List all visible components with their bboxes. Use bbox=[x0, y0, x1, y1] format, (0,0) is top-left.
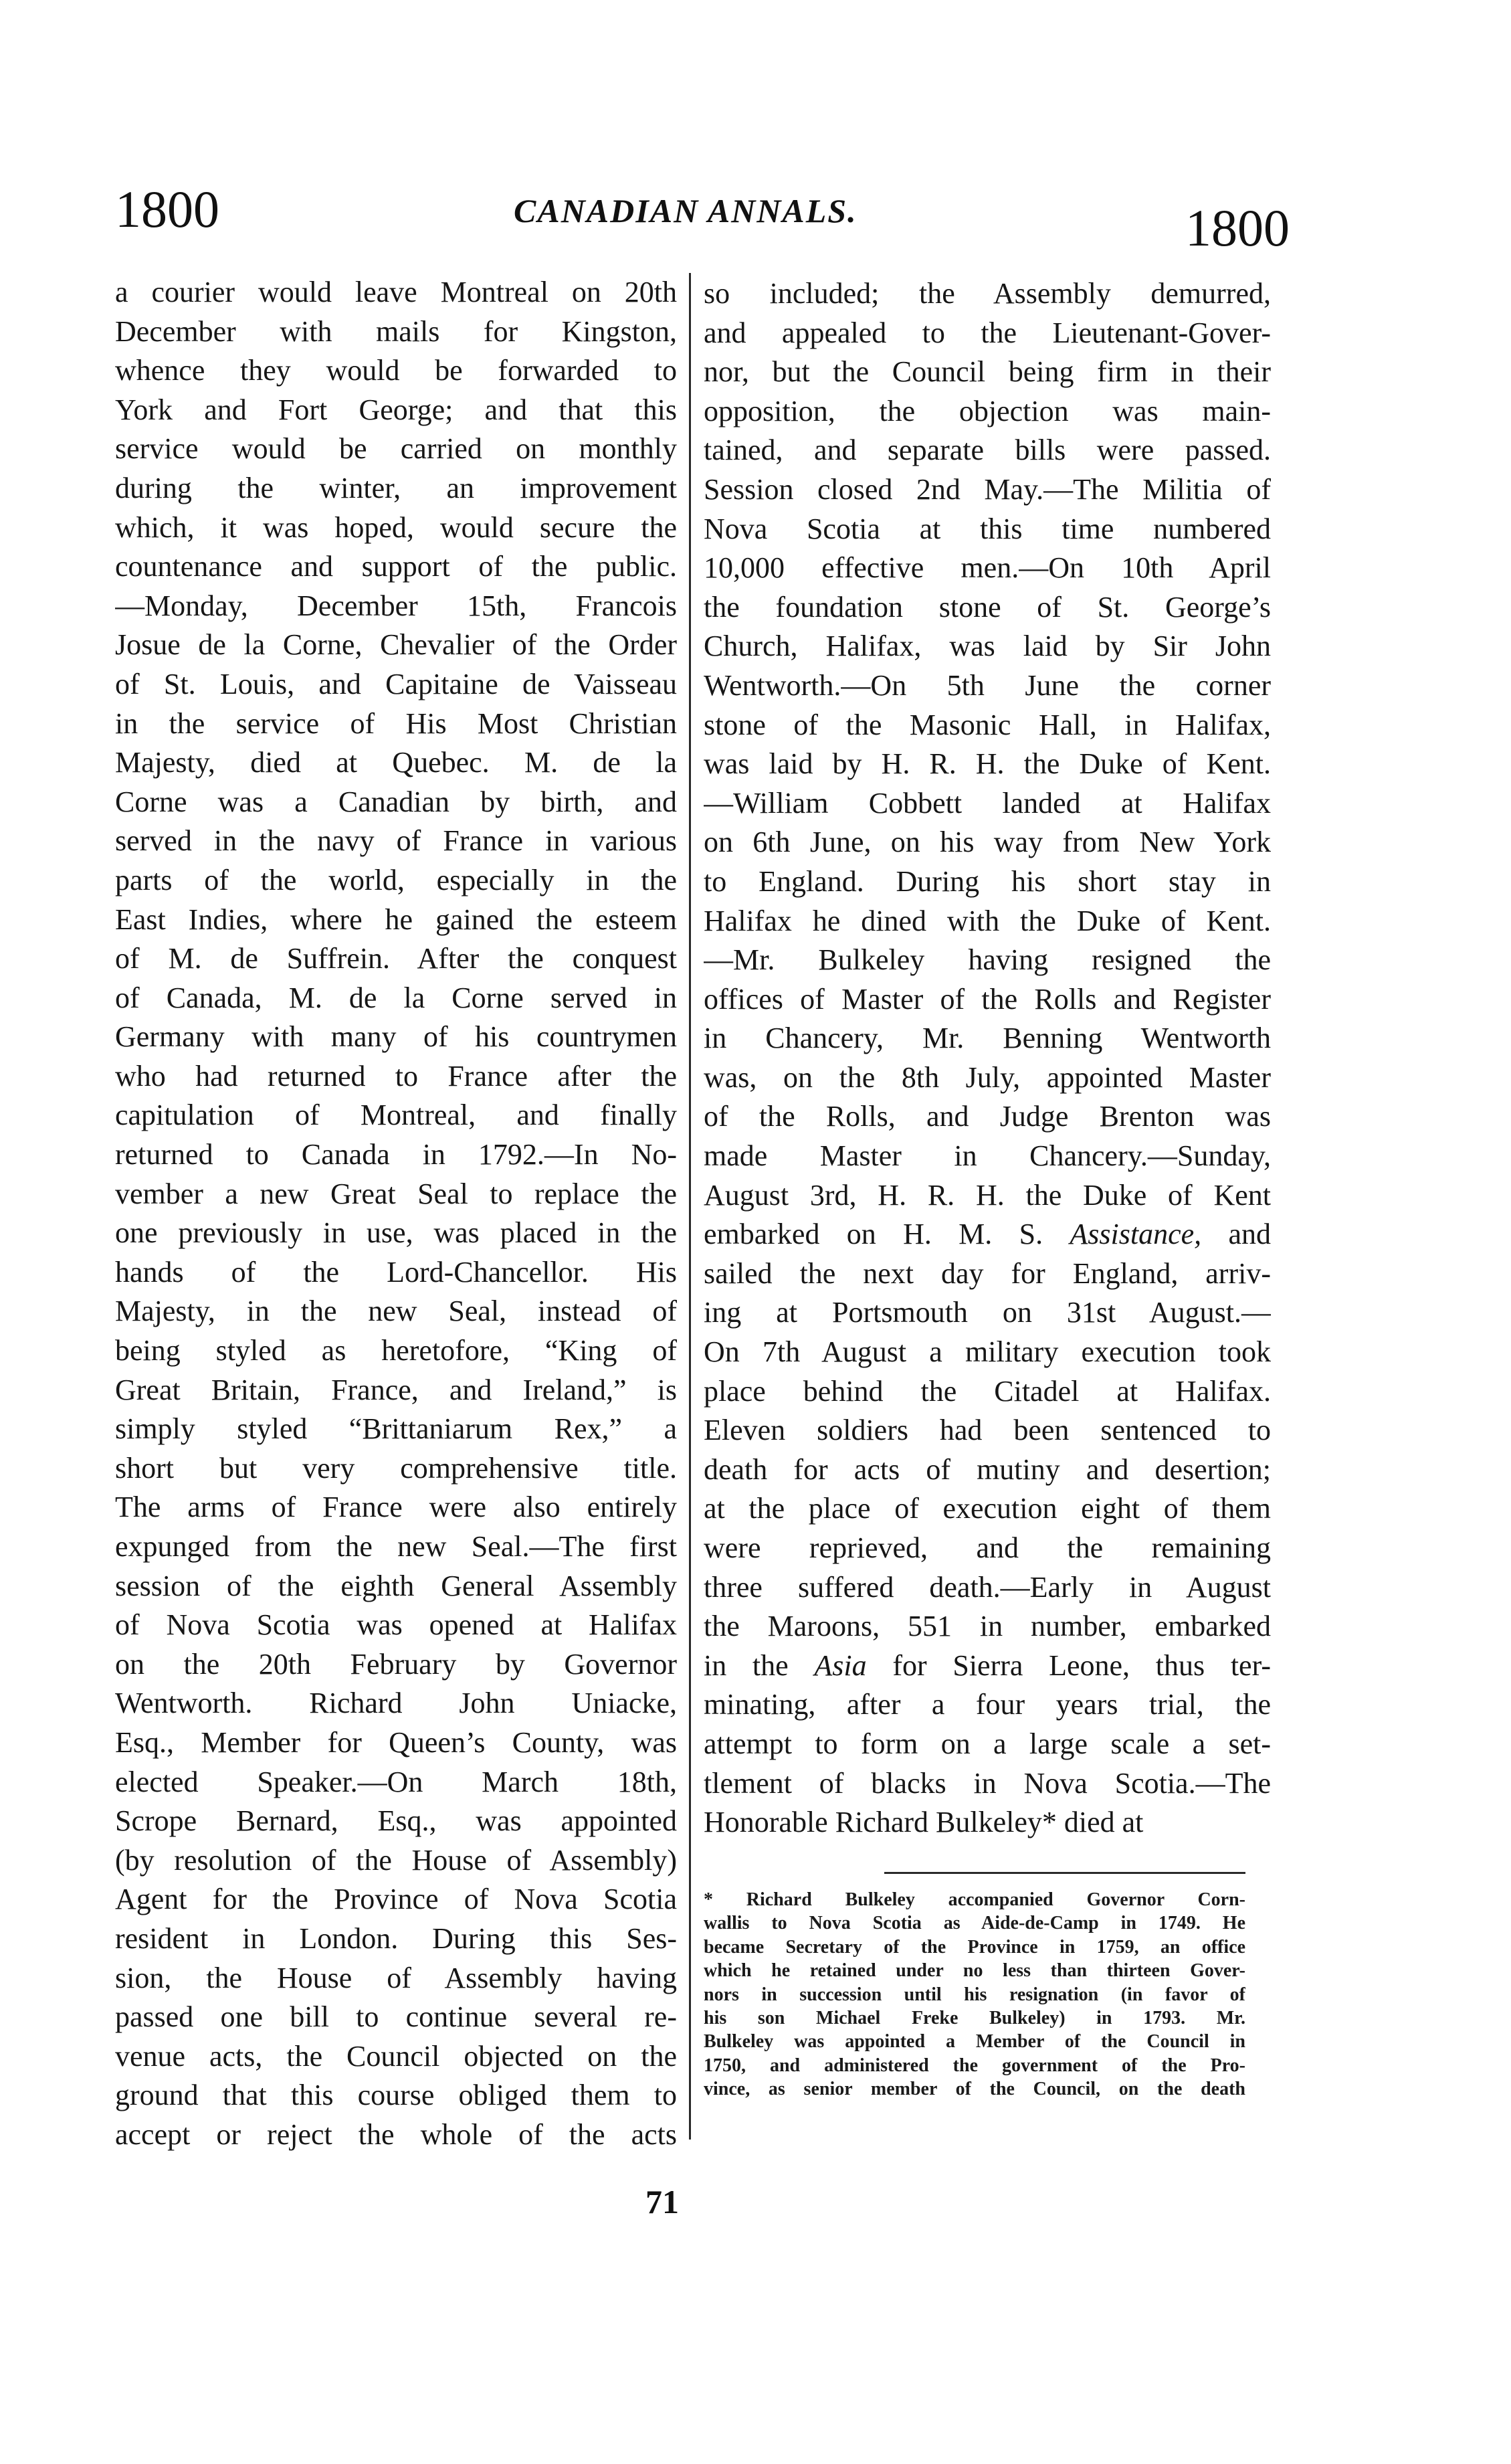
text-line: on 6th June, on his way from New York bbox=[704, 826, 1271, 859]
column-divider bbox=[689, 273, 691, 2140]
text-line: Josue de la Corne, Chevalier of the Order bbox=[115, 628, 677, 662]
text-line: ground that this course obliged them to bbox=[115, 2079, 677, 2112]
text-line: of M. de Suffrein. After the conquest bbox=[115, 942, 677, 975]
text-line: which he retained under no less than thirteen Gover- bbox=[704, 1960, 1245, 1982]
text-line: parts of the world, especially in the bbox=[115, 863, 677, 896]
text-line: of Canada, M. de la Corne served in bbox=[115, 981, 677, 1014]
text-line: nors in succession until his resignation (in favor of bbox=[704, 1984, 1245, 2005]
text-line: was laid by H. R. H. the Duke of Kent. bbox=[704, 747, 1271, 781]
text-line: Session closed 2nd May.—The Militia of bbox=[704, 472, 1271, 506]
text-line: vince, as senior member of the Council, on the death bbox=[704, 2079, 1245, 2100]
running-title: CANADIAN ANNALS. bbox=[514, 192, 858, 229]
text-line: Nova Scotia at this time numbered bbox=[704, 512, 1271, 545]
text-line: —Monday, December 15th, Francois bbox=[115, 589, 677, 622]
text-line: nor, but the Council being firm in their bbox=[704, 355, 1271, 389]
text-line: a courier would leave Montreal on 20th bbox=[115, 276, 677, 308]
text-line: Germany with many of his countrymen bbox=[115, 1020, 677, 1054]
text-line-start: embarked on H. M. S. bbox=[704, 1218, 1043, 1251]
text-line: session of the eighth General Assembly bbox=[115, 1569, 677, 1602]
text-line: York and Fort George; and that this bbox=[115, 393, 677, 426]
text-line-start: in the bbox=[704, 1648, 789, 1682]
text-line: death for acts of mutiny and desertion; bbox=[704, 1452, 1271, 1486]
text-line: Esq., Member for Queen’s County, was bbox=[115, 1725, 677, 1759]
text-line bbox=[704, 1215, 1271, 1254]
text-line: resident in London. During this Ses- bbox=[115, 1921, 677, 1955]
right-column bbox=[704, 274, 1271, 1842]
text-line: were reprieved, and the remaining bbox=[704, 1531, 1271, 1564]
text-line: of St. Louis, and Capitaine de Vaisseau bbox=[115, 667, 677, 700]
text-line: 1750, and administered the government of the Pro- bbox=[704, 2055, 1245, 2076]
text-line: offices of Master of the Rolls and Register bbox=[704, 982, 1271, 1016]
text-line: The arms of France were also entirely bbox=[115, 1491, 677, 1524]
text-line: Wentworth. Richard John Uniacke, bbox=[115, 1687, 677, 1720]
text-line: * Richard Bulkeley accompanied Governor Corn- bbox=[704, 1889, 1245, 1910]
text-line: hands of the Lord-Chancellor. His bbox=[115, 1255, 677, 1289]
text-line: of the Rolls, and Judge Brenton was bbox=[704, 1100, 1271, 1133]
text-line: opposition, the objection was main- bbox=[704, 394, 1271, 428]
text-line: Majesty, died at Quebec. M. de la bbox=[115, 746, 677, 779]
text-line: his son Michael Freke Bulkeley) in 1793. Mr. bbox=[704, 2007, 1245, 2028]
text-line: On 7th August a military execution took bbox=[704, 1335, 1271, 1369]
text-line: served in the navy of France in various bbox=[115, 824, 677, 858]
text-line: Halifax he dined with the Duke of Kent. bbox=[704, 904, 1271, 937]
text-line: —William Cobbett landed at Halifax bbox=[704, 786, 1271, 820]
text-line: made Master in Chancery.—Sunday, bbox=[704, 1139, 1271, 1173]
text-line: elected Speaker.—On March 18th, bbox=[115, 1765, 677, 1798]
text-line: passed one bill to continue several re- bbox=[115, 2000, 677, 2034]
text-line: which, it was hoped, would secure the bbox=[115, 510, 677, 544]
text-line: tlement of blacks in Nova Scotia.—The bbox=[704, 1766, 1271, 1800]
text-line: the foundation stone of St. George’s bbox=[704, 590, 1271, 624]
text-line: accept or reject the whole of the acts bbox=[115, 2117, 677, 2151]
text-line: Agent for the Province of Nova Scotia bbox=[115, 1883, 677, 1916]
text-line: was, on the 8th July, appointed Master bbox=[704, 1060, 1271, 1094]
text-line: of Nova Scotia was opened at Halifax bbox=[115, 1608, 677, 1642]
text-line: —Mr. Bulkeley having resigned the bbox=[704, 943, 1271, 977]
text-line: August 3rd, H. R. H. the Duke of Kent bbox=[704, 1178, 1271, 1212]
text-line: minating, after a four years trial, the bbox=[704, 1688, 1271, 1721]
text-line: and appealed to the Lieutenant-Gover- bbox=[704, 316, 1271, 349]
text-line-end: and bbox=[1201, 1218, 1271, 1251]
text-line: tained, and separate bills were passed. bbox=[704, 434, 1271, 467]
text-line: so included; the Assembly demurred, bbox=[704, 277, 1271, 310]
text-line: Church, Halifax, was laid by Sir John bbox=[704, 630, 1271, 663]
text-line: Majesty, in the new Seal, instead of bbox=[115, 1295, 677, 1328]
text-line: on the 20th February by Governor bbox=[115, 1647, 677, 1681]
text-line: December with mails for Kingston, bbox=[115, 314, 677, 348]
text-line: Scrope Bernard, Esq., was appointed bbox=[115, 1804, 677, 1838]
text-line: became Secretary of the Province in 1759, an office bbox=[704, 1936, 1245, 1958]
text-line: expunged from the new Seal.—The first bbox=[115, 1530, 677, 1563]
footnote-rule bbox=[884, 1872, 1245, 1874]
text-line: Eleven soldiers had been sentenced to bbox=[704, 1414, 1271, 1447]
text-line: short but very comprehensive title. bbox=[115, 1451, 677, 1485]
text-line: returned to Canada in 1792.—In No- bbox=[115, 1138, 677, 1171]
text-line: one previously in use, was placed in the bbox=[115, 1216, 677, 1250]
text-line: 10,000 effective men.—On 10th April bbox=[704, 551, 1271, 585]
text-line: sion, the House of Assembly having bbox=[115, 1961, 677, 1994]
text-line: Great Britain, France, and Ireland,” is bbox=[115, 1373, 677, 1406]
text-line: during the winter, an improvement bbox=[115, 471, 677, 504]
text-line: wallis to Nova Scotia as Aide-de-Camp in 1749. He bbox=[704, 1913, 1245, 1934]
text-line: East Indies, where he gained the esteem bbox=[115, 903, 677, 936]
text-line: three suffered death.—Early in August bbox=[704, 1570, 1271, 1604]
text-line: sailed the next day for England, arriv- bbox=[704, 1256, 1271, 1290]
header-year-right: 1800 bbox=[1185, 199, 1290, 257]
header-year-left: 1800 bbox=[115, 180, 219, 238]
text-line: Honorable Richard Bulkeley* died at bbox=[704, 1806, 1144, 1839]
text-line: in the service of His Most Christian bbox=[115, 706, 677, 740]
text-line: at the place of execution eight of them bbox=[704, 1492, 1271, 1525]
text-line: place behind the Citadel at Halifax. bbox=[704, 1374, 1271, 1408]
text-line: capitulation of Montreal, and finally bbox=[115, 1099, 677, 1132]
text-line: (by resolution of the House of Assembly) bbox=[115, 1843, 677, 1877]
text-line: in Chancery, Mr. Benning Wentworth bbox=[704, 1022, 1271, 1055]
text-line: venue acts, the Council objected on the bbox=[115, 2039, 677, 2073]
text-line: to England. During his short stay in bbox=[704, 864, 1271, 898]
text-line: ing at Portsmouth on 31st August.— bbox=[704, 1296, 1271, 1329]
text-line bbox=[704, 1646, 1271, 1686]
text-line: simply styled “Brittaniarum Rex,” a bbox=[115, 1412, 677, 1446]
text-line: who had returned to France after the bbox=[115, 1059, 677, 1093]
text-line: attempt to form on a large scale a set- bbox=[704, 1727, 1271, 1760]
text-line: countenance and support of the public. bbox=[115, 550, 677, 583]
italic-ship-name: Asia bbox=[814, 1648, 867, 1682]
text-line: stone of the Masonic Hall, in Halifax, bbox=[704, 708, 1271, 741]
text-line: the Maroons, 551 in number, embarked bbox=[704, 1610, 1271, 1643]
text-line: being styled as heretofore, “King of bbox=[115, 1334, 677, 1367]
text-line: Bulkeley was appointed a Member of the Council in bbox=[704, 2031, 1245, 2053]
text-line: service would be carried on monthly bbox=[115, 432, 677, 466]
text-line: vember a new Great Seal to replace the bbox=[115, 1177, 677, 1210]
text-line-end: for Sierra Leone, thus ter- bbox=[866, 1648, 1271, 1682]
footnote bbox=[704, 1888, 1245, 2101]
page-number: 71 bbox=[645, 2183, 679, 2220]
text-line: Wentworth.—On 5th June the corner bbox=[704, 668, 1271, 702]
italic-ship-name: Assistance, bbox=[1070, 1218, 1202, 1251]
text-line: whence they would be forwarded to bbox=[115, 354, 677, 387]
text-line: Corne was a Canadian by birth, and bbox=[115, 785, 677, 818]
left-column bbox=[115, 273, 677, 2155]
